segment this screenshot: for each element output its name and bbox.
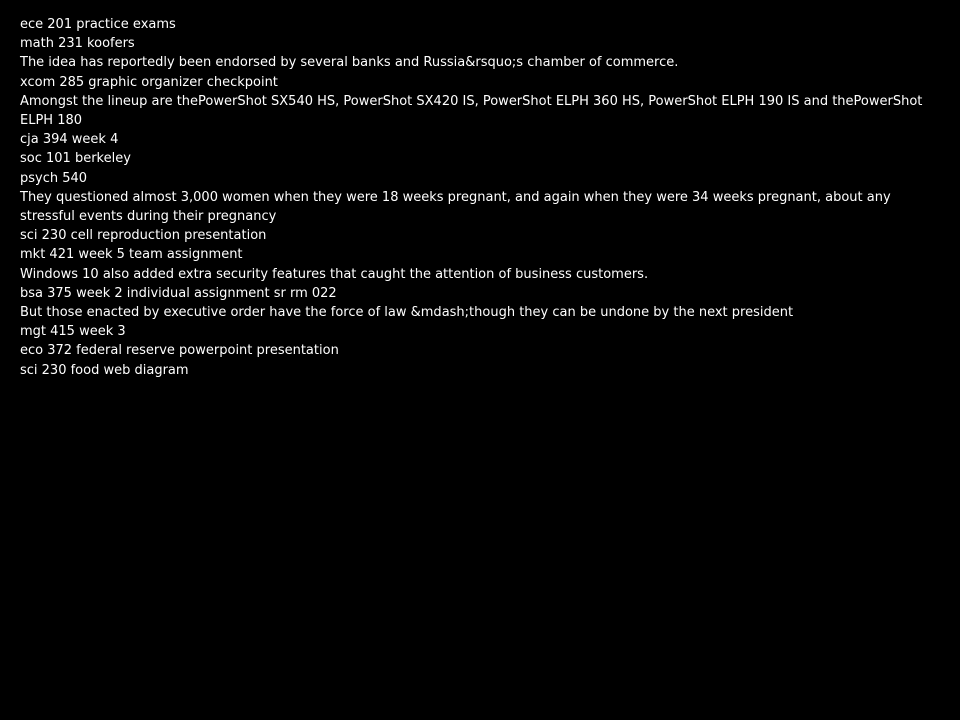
text-line: sci 230 cell reproduction presentation: [20, 228, 267, 244]
text-line: They questioned almost 3,000 women when they were 18 weeks pregnant, and again when they were 34 weeks pregnant, about any stressful events during their pregnancy: [20, 189, 891, 225]
text-line: But those enacted by executive order have the force of law &mdash;though they can be undone by the next president: [20, 305, 794, 321]
text-line: mkt 421 week 5 team assignment: [20, 247, 243, 263]
text-line: Windows 10 also added extra security features that caught the attention of business customers.: [20, 266, 649, 282]
text-line: bsa 375 week 2 individual assignment sr rm 022: [20, 285, 337, 301]
text-document: [20, 15, 940, 380]
text-line: mgt 415 week 3: [20, 324, 126, 340]
text-line: cja 394 week 4: [20, 132, 119, 148]
text-line: ece 201 practice exams: [20, 17, 176, 32]
text-line: math 231 koofers: [20, 36, 135, 52]
text-line: eco 372 federal reserve powerpoint presentation: [20, 343, 339, 359]
text-line: xcom 285 graphic organizer checkpoint: [20, 74, 278, 90]
text-line: soc 101 berkeley: [20, 151, 131, 167]
text-line: The idea has reportedly been endorsed by several banks and Russia&rsquo;s chamber of commerce.: [20, 55, 679, 71]
text-line: psych 540: [20, 170, 88, 186]
text-line: Amongst the lineup are thePowerShot SX540 HS, PowerShot SX420 IS, PowerShot ELPH 360 HS, PowerShot ELPH 190 IS and thePowerShot ELPH 180: [20, 93, 923, 129]
text-line: sci 230 food web diagram: [20, 362, 189, 378]
